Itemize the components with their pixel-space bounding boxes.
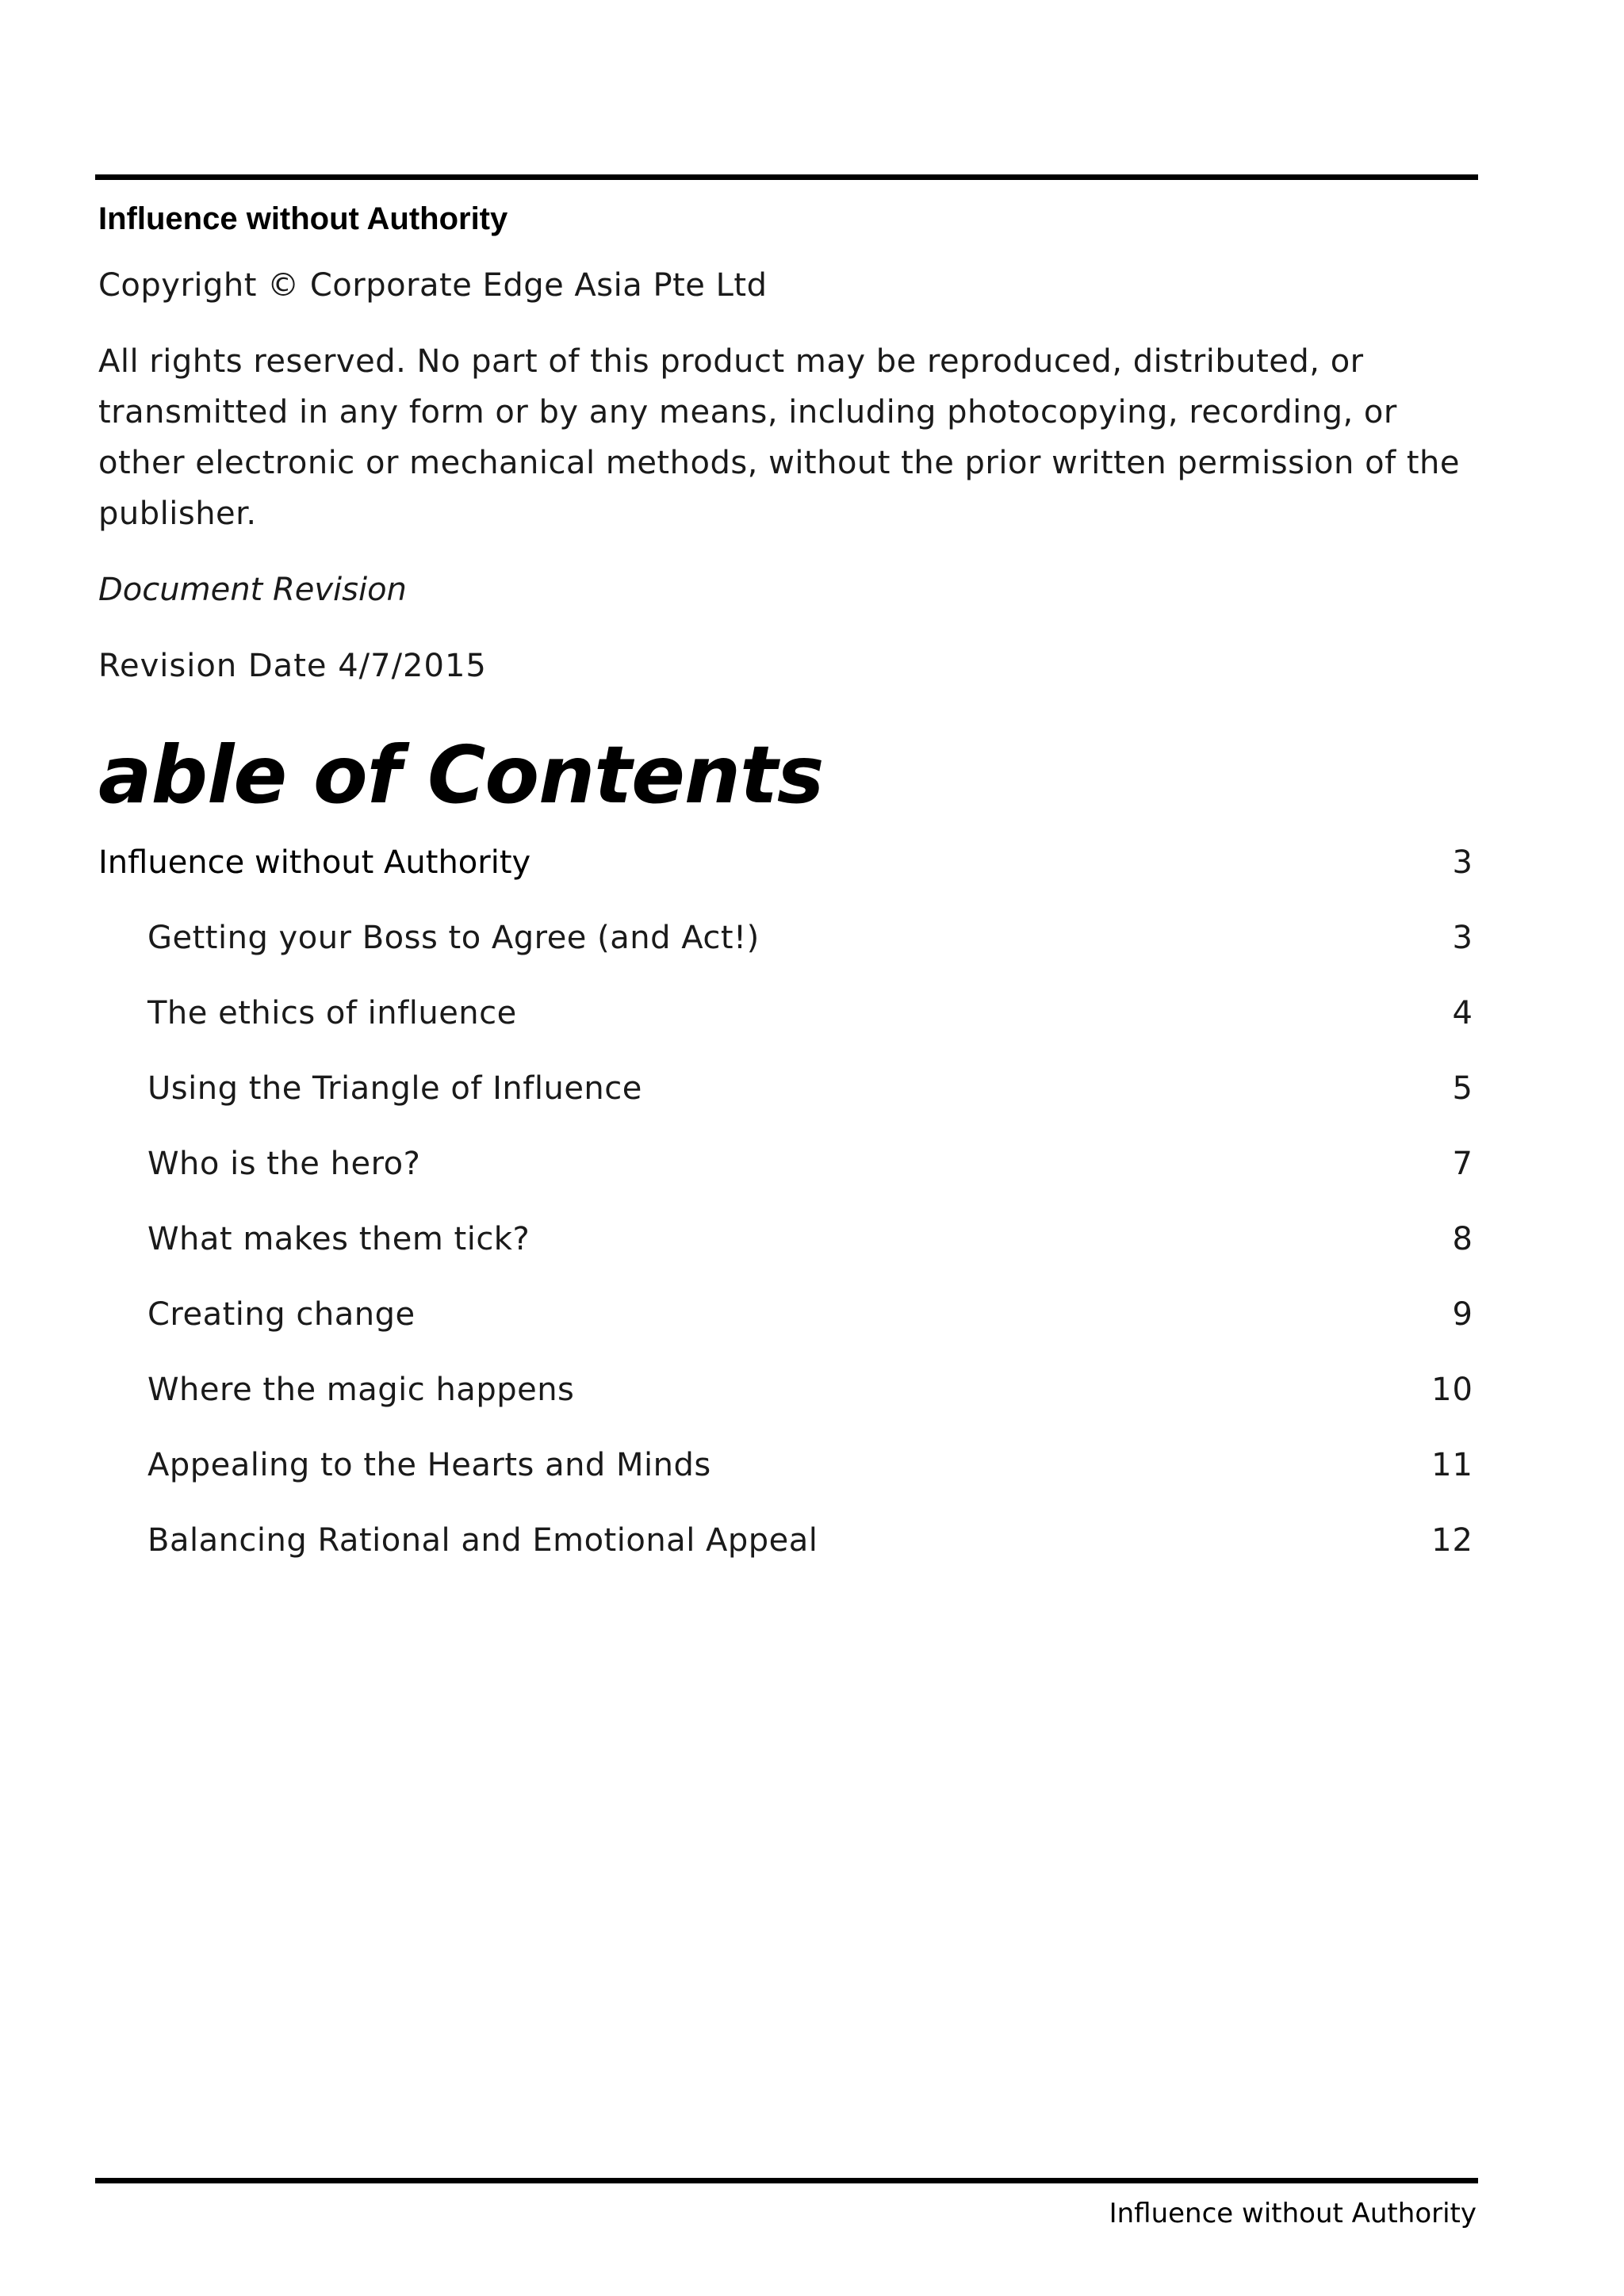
toc-entry-title: The ethics of influence: [147, 995, 517, 1031]
toc-entry-title: Appealing to the Hearts and Minds: [147, 1447, 711, 1483]
toc-heading: able of Contents: [98, 729, 824, 821]
table-of-contents: [98, 840, 1478, 1563]
toc-entry-page: 3: [1452, 844, 1473, 881]
rights-notice: All rights reserved. No part of this product may be reproduced, distributed, or transmitted in any form or by any means, including photocopying, recording, or other electronic or mechanical methods, without the prior written permission of the publisher.: [98, 343, 1461, 532]
toc-entry[interactable]: [98, 1368, 1478, 1412]
toc-entry[interactable]: [98, 1217, 1478, 1261]
revision-heading: Document Revision: [98, 572, 407, 608]
toc-entry[interactable]: [98, 1292, 1478, 1337]
toc-entry[interactable]: [98, 840, 1478, 885]
toc-entry-title: Influence without Authority: [98, 844, 531, 881]
toc-entry[interactable]: [98, 1066, 1478, 1111]
revision-date: Revision Date 4/7/2015: [98, 648, 487, 684]
toc-entry-page: 9: [1452, 1296, 1473, 1333]
toc-entry-title: Where the magic happens: [147, 1372, 575, 1408]
page-footer: Influence without Authority: [1109, 2198, 1477, 2229]
toc-entry-page: 10: [1431, 1372, 1473, 1408]
toc-entry[interactable]: [98, 991, 1478, 1035]
header-rule: [95, 174, 1478, 180]
toc-entry[interactable]: [98, 1518, 1478, 1563]
toc-entry-page: 11: [1431, 1447, 1473, 1483]
toc-entry-title: Creating change: [147, 1296, 416, 1333]
toc-entry-page: 12: [1431, 1522, 1473, 1559]
toc-entry[interactable]: [98, 1142, 1478, 1186]
page-content: [98, 197, 1478, 1594]
toc-entry-title: Balancing Rational and Emotional Appeal: [147, 1522, 818, 1559]
footer-rule: [95, 2178, 1478, 2183]
toc-entry-page: 4: [1452, 995, 1473, 1031]
toc-entry-title: What makes them tick?: [147, 1221, 530, 1257]
toc-entry[interactable]: [98, 916, 1478, 960]
toc-entry[interactable]: [98, 1443, 1478, 1487]
toc-entry-page: 8: [1452, 1221, 1473, 1257]
toc-entry-title: Using the Triangle of Influence: [147, 1070, 642, 1107]
document-title: Influence without Authority: [98, 201, 508, 236]
toc-entry-title: Who is the hero?: [147, 1146, 421, 1182]
toc-entry-page: 7: [1452, 1146, 1473, 1182]
toc-entry-page: 5: [1452, 1070, 1473, 1107]
toc-entry-title: Getting your Boss to Agree (and Act!): [147, 920, 760, 956]
copyright-line: Copyright © Corporate Edge Asia Pte Ltd: [98, 267, 768, 304]
toc-entry-page: 3: [1452, 920, 1473, 956]
